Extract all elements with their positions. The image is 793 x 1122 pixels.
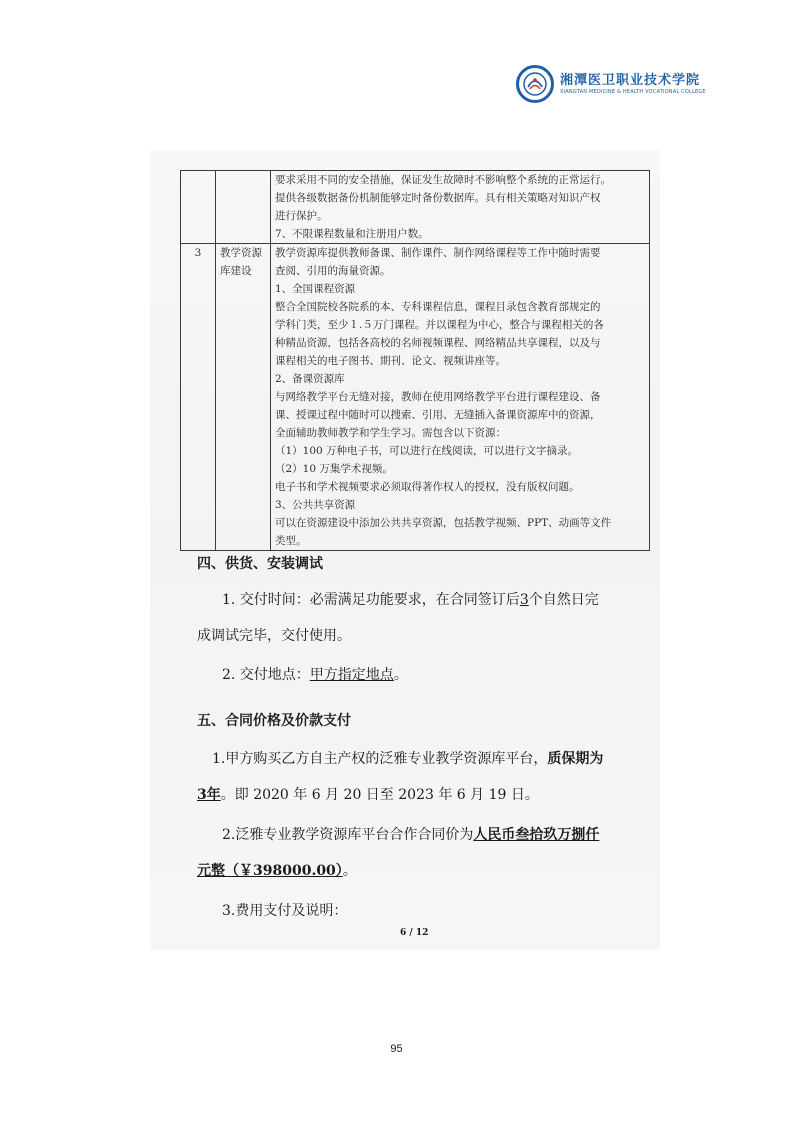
college-emblem-icon (516, 65, 554, 103)
paragraph (222, 826, 678, 844)
text-span: 1.甲方购买乙方自主产权的泛雅专业教学资源库平台， (212, 751, 548, 767)
table-text-line: 全面辅助教师教学和学生学习。需包含以下资源： (275, 427, 506, 439)
table-text-line: 整合全国院校各院系的本、专科课程信息，课程目录包含教育部规定的 (275, 301, 601, 313)
table-text-line: 3、公共共享资源 (275, 499, 356, 511)
table-text-line: 电子书和学术视频要求必须取得著作权人的授权，没有版权问题。 (275, 481, 580, 493)
underlined-value: 甲方指定地点 (309, 667, 394, 683)
table-row (181, 171, 650, 244)
college-name-en: XIANGTAN MEDICINE & HEALTH VOCATIONAL COLLEGE (560, 88, 706, 95)
section-heading-4: 四、供货、安装调试 (197, 556, 323, 572)
bold-underlined-value: 元整（￥398000.00） (197, 863, 343, 879)
college-logo (516, 62, 706, 106)
bold-text: 质保期为 (547, 751, 604, 767)
paragraph: 3.费用支付及说明： (222, 903, 348, 919)
paragraph: 成调试完毕，交付使用。 (197, 628, 351, 644)
spec-table (180, 170, 650, 551)
underlined-value: 3 (519, 592, 529, 608)
table-text-line: 2、备课资源库 (275, 373, 345, 385)
paragraph (212, 750, 668, 768)
table-text-line: 课程相关的电子图书、期刊、论文、视频讲座等。 (275, 355, 506, 367)
row-content-cell (271, 171, 650, 244)
text-span: 。即 2020 年 6 月 20 日至 2023 年 6 月 19 日。 (220, 787, 539, 803)
table-text-line: 1、全国课程资源 (275, 283, 356, 295)
text-span: 1. 交付时间：必需满足功能要求，在合同签订后 (222, 592, 520, 608)
paragraph (197, 862, 653, 880)
college-name-cn: 湘潭医卫职业技术学院 (560, 72, 701, 88)
row-name-cell (216, 171, 271, 244)
text-span: 。 (393, 667, 408, 683)
table-text-line: （1）100 万种电子书，可以进行在线阅读，可以进行文字摘录。 (275, 445, 579, 457)
table-text-line: 进行保护。 (275, 210, 328, 222)
page-number: 6 / 12 (400, 928, 429, 938)
table-text-line: 教学资源库提供教师备课、制作课件、制作网络课程等工作中随时需要 (275, 247, 601, 259)
paragraph (222, 666, 678, 684)
text-span: 2.泛雅专业教学资源库平台合作合同价为 (222, 827, 474, 843)
section-heading-5: 五、合同价格及价款支付 (197, 713, 351, 729)
paragraph (197, 786, 653, 804)
table-text-line: 提供各级数据备份机制能够定时备份数据库。具有相关策略对知识产权 (275, 192, 601, 204)
table-text-line: 与网络教学平台无缝对接，教师在使用网络教学平台进行课程建设、备 (275, 391, 601, 403)
table-text-line: 可以在资源建设中添加公共共享资源，包括教学视频、PPT、动画等文件 (275, 517, 612, 529)
bold-underlined-value: 人民币叁拾玖万捌仟 (473, 827, 600, 843)
table-text-line: 学科门类，至少１.５万门课程。并以课程为中心，整合与课程相关的各 (275, 319, 604, 331)
table-text-line: （2）10 万集学术视频。 (275, 463, 393, 475)
row-number-cell: 3 (181, 244, 216, 551)
row-number-cell (181, 171, 216, 244)
bold-underlined-value: 3年 (197, 787, 221, 803)
text-span: 。 (342, 863, 357, 879)
footer-page-number: 95 (390, 1043, 403, 1055)
text-span: 2. 交付地点： (222, 667, 310, 683)
table-text-line: 查阅、引用的海量资源。 (275, 265, 391, 277)
table-row (181, 244, 650, 551)
row-content-cell (271, 244, 650, 551)
paragraph (222, 591, 678, 609)
text-span: 个自然日完 (528, 592, 599, 608)
table-text-line: 7、不限课程数量和注册用户数。 (275, 228, 429, 240)
table-text-line: 课、授课过程中随时可以搜索、引用、无缝插入备课资源库中的资源， (275, 409, 601, 421)
table-text-line: 类型。 (275, 535, 307, 547)
row-name-cell: 教学资源库建设 (216, 244, 271, 551)
table-text-line: 种精品资源，包括各高校的名师视频课程、网络精品共享课程，以及与 (275, 337, 601, 349)
table-text-line: 要求采用不同的安全措施，保证发生故障时不影响整个系统的正常运行。 (275, 174, 611, 186)
